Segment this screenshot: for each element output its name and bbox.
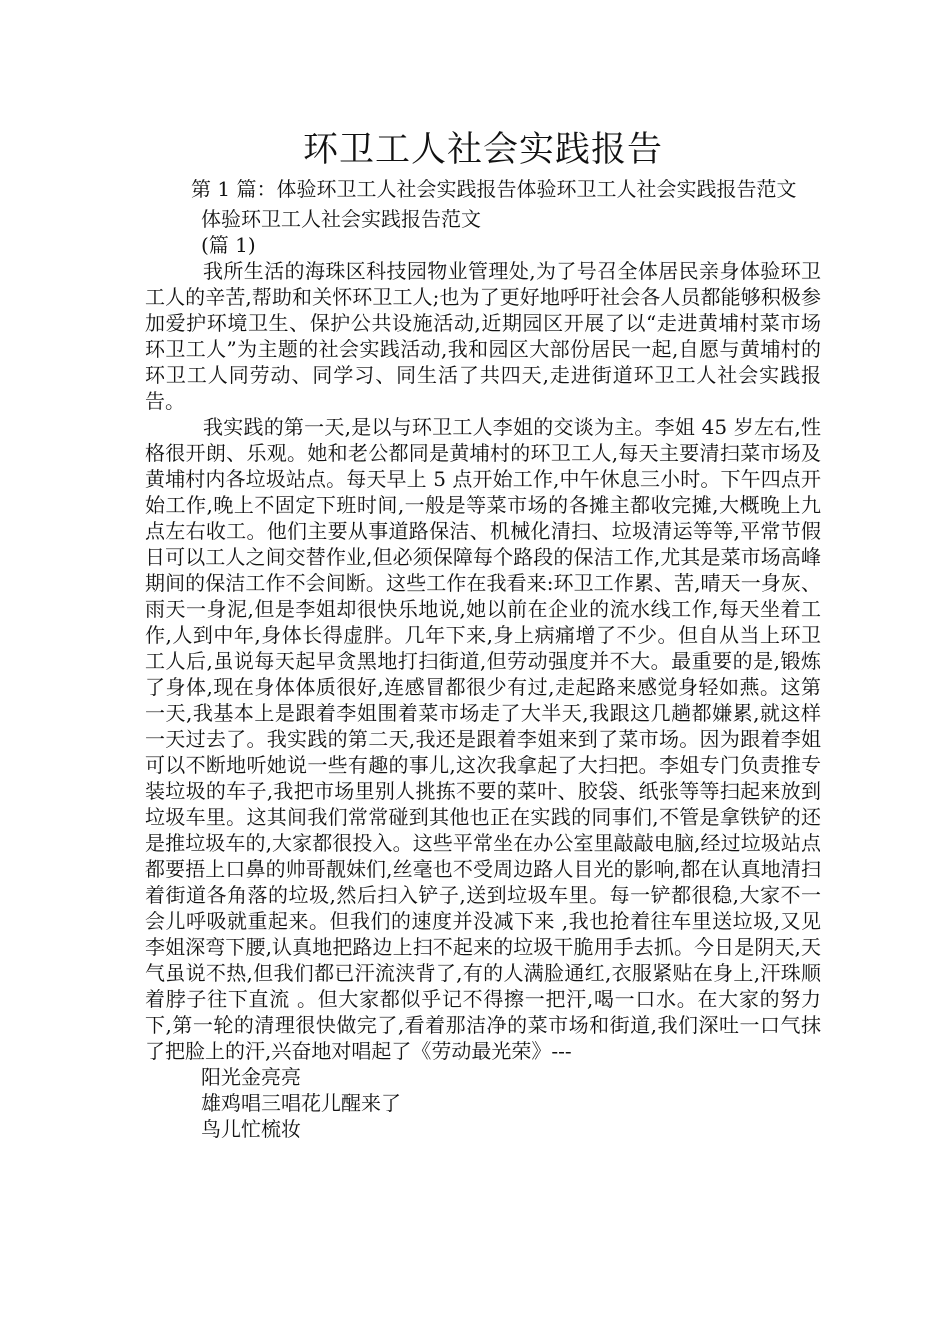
song-line-2: 雄鸡唱三唱花儿醒来了 xyxy=(201,1091,401,1115)
song-line-3: 鸟儿忙梳妆 xyxy=(201,1117,301,1141)
document-title: 环卫工人社会实践报告 xyxy=(302,130,663,170)
subtitle: 体验环卫工人社会实践报告范文 xyxy=(201,207,481,231)
chapter-heading: 第 1 篇：体验环卫工人社会实践报告体验环卫工人社会实践报告范文 xyxy=(191,177,797,201)
paragraph-1: 我所生活的海珠区科技园物业管理处,为了号召全体居民亲身体验环卫工人的辛苦,帮助和关怀环卫工人;也为了更好地呼吁社会各人员都能够积极参加爱护环境卫生、保护公共设施活动,近期园区开展了以“走进黄埔村菜市场环卫工人”为主题的社会实践活动,我和园区大部份居民一起,自愿与黄埔村的环卫工人同劳动、同学习、同生活了共四天,走进街道环卫工人社会实践报告。 xyxy=(145,259,821,413)
paragraph-2: 我实践的第一天,是以与环卫工人李姐的交谈为主。李姐 45 岁左右,性格很开朗、乐观。她和老公都同是黄埔村的环卫工人,每天主要清扫菜市场及黄埔村内各垃圾站点。每天早上 5 点开始工作,中午休息三小时。下午四点开始工作,晚上不固定下班时间,一般是等菜市场的各摊主都收完摊,大概晚上九点左右收工。他们主要从事道路保洁、机械化清扫、垃圾清运等等,平常节假日可以工人之间交替作业,但必须保障每个路段的保洁工作,尤其是菜市场高峰期间的保洁工作不会间断。这些工作在我看来:环卫工作累、苦,晴天一身灰、雨天一身泥,但是李姐却很快乐地说,她以前在企业的流水线工作,每天坐着工作,人到中年,身体长得虚胖。几年下来,身上病痛增了不少。但自从当上环卫工人后,虽说每天起早贪黑地打扫街道,但劳动强度并不大。最重要的是,锻炼了身体,现在身体体质很好,连感冒都很少有过,走起路来感觉身轻如燕。这第一天,我基本上是跟着李姐围着菜市场走了大半天,我跟这几趟都嫌累,就这样一天过去了。我实践的第二天,我还是跟着李姐来到了菜市场。因为跟着李姐可以不断地听她说一些有趣的事儿,这次我拿起了大扫把。李姐专门负责推专装垃圾的车子,我把市场里别人挑拣不要的菜叶、胶袋、纸张等等扫起来放到垃圾车里。这其间我们常常碰到其他也正在实践的同事们,不管是拿铁铲的还是推垃圾车的,大家都很投入。这些平常坐在办公室里敲敲电脑,经过垃圾站点都要捂上口鼻的帅哥靓妹们,丝毫也不受周边路人目光的影响,都在认真地清扫着街道各角落的垃圾,然后扫入铲子,送到垃圾车里。每一铲都很稳,大家不一会儿呼吸就重起来。但我们的速度并没减下来 ,我也抢着往车里送垃圾,又见李姐深弯下腰,认真地把路边上扫不起来的垃圾干脆用手去抓。今日是阴天,天气虽说不热,但我们都已汗流浃背了,有的人满脸通红,衣服紧贴在身上,汗珠顺着脖子往下直流 。但大家都似乎记不得擦一把汗,喝一口水。在大家的努力下,第一轮的清理很快做完了,看着那洁净的菜市场和街道,我们深吐一口气抹了把脸上的汗,兴奋地对唱起了《劳动最光荣》--- xyxy=(145,415,821,1063)
document-page xyxy=(145,128,821,1142)
song-line-1: 阳光金亮亮 xyxy=(201,1065,301,1089)
part-label: (篇 1) xyxy=(201,233,256,257)
